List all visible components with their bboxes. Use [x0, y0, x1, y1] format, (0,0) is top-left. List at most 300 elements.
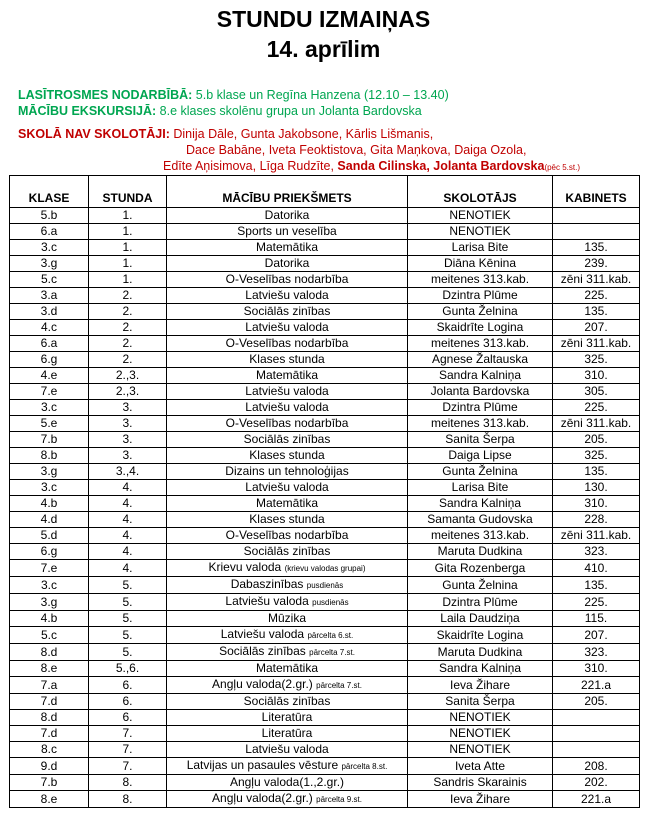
- note-reading-label: LASĪTROSMES NODARBĪBĀ:: [18, 88, 193, 102]
- cell-stunda-text: 2.: [122, 304, 133, 318]
- cell-room-text: 207.: [584, 627, 608, 642]
- table-row: [10, 464, 640, 480]
- cell-room-text: zēni 311.kab.: [560, 336, 632, 350]
- cell-klase-text: 3.d: [40, 304, 58, 318]
- cell-teacher-text: Larisa Bite: [451, 480, 509, 494]
- table-row: [10, 644, 640, 661]
- cell-stunda-text: 2.,3.: [115, 368, 140, 382]
- cell-teacher-text: Iveta Atte: [454, 758, 506, 773]
- cell-subject-text: Sociālās zinības: [243, 304, 331, 318]
- cell-klase: [10, 627, 89, 644]
- cell-room-text: 135.: [584, 577, 608, 592]
- cell-room: [553, 758, 640, 775]
- table-row: [10, 726, 640, 742]
- table-row: [10, 677, 640, 694]
- cell-subject-text: Latvijas un pasaules vēsture: [186, 758, 339, 772]
- cell-stunda-text: 5.: [122, 594, 133, 609]
- cell-subject-text: Krievu valoda: [208, 560, 282, 574]
- note-excursion-text: 8.e klases skolēnu grupa un Jolanta Bardovska: [156, 104, 422, 118]
- cell-teacher-text: Sandra Kalniņa: [438, 661, 522, 675]
- cell-klase-text: 8.d: [40, 710, 58, 724]
- cell-room: [553, 512, 640, 528]
- cell-subject-text: Datorika: [264, 256, 310, 270]
- cell-subject-text: Matemātika: [255, 661, 319, 675]
- cell-stunda-text: 2.: [122, 336, 133, 350]
- table-row: [10, 304, 640, 320]
- cell-klase: [10, 224, 89, 240]
- table-row: [10, 775, 640, 791]
- cell-subject-text: O-Veselības nodarbība: [225, 336, 349, 350]
- cell-stunda-text: 6.: [122, 710, 133, 724]
- cell-teacher: [408, 694, 553, 710]
- cell-room: [553, 368, 640, 384]
- cell-stunda-text: 3.,4.: [115, 464, 140, 478]
- cell-subject-text: Matemātika: [255, 496, 319, 510]
- cell-klase: [10, 594, 89, 611]
- cell-subject: [167, 496, 408, 512]
- cell-room: [553, 544, 640, 560]
- cell-room: [553, 594, 640, 611]
- cell-teacher-text: Gita Rozenberga: [434, 560, 526, 575]
- cell-teacher: [408, 710, 553, 726]
- cell-klase-text: 3.g: [40, 256, 58, 270]
- cell-room: [553, 726, 640, 742]
- cell-klase-text: 7.d: [40, 694, 58, 708]
- cell-klase-text: 6.g: [40, 352, 58, 366]
- cell-subject-text: O-Veselības nodarbība: [225, 272, 349, 286]
- cell-subject: [167, 661, 408, 677]
- cell-teacher-text: Ieva Žihare: [449, 677, 511, 692]
- cell-klase-text: 7.d: [40, 726, 58, 740]
- cell-room: [553, 336, 640, 352]
- cell-klase: [10, 352, 89, 368]
- cell-stunda: [89, 320, 167, 336]
- cell-stunda-text: 8.: [122, 791, 133, 806]
- cell-stunda-text: 2.: [122, 320, 133, 334]
- table-row: [10, 791, 640, 808]
- cell-subject: [167, 336, 408, 352]
- cell-teacher: [408, 611, 553, 627]
- cell-stunda: [89, 594, 167, 611]
- cell-room: [553, 791, 640, 808]
- cell-teacher-text: Sandra Kalniņa: [438, 496, 522, 510]
- cell-subject-text: Latviešu valoda: [245, 400, 329, 414]
- cell-klase: [10, 448, 89, 464]
- cell-subject: [167, 644, 408, 661]
- cell-room: [553, 384, 640, 400]
- cell-subject-text: Sociālās zinības: [243, 694, 331, 708]
- cell-subject: [167, 544, 408, 560]
- cell-room: [553, 304, 640, 320]
- note-absent-label: SKOLĀ NAV SKOLOTĀJI:: [18, 127, 170, 141]
- cell-klase-text: 3.g: [40, 594, 58, 609]
- cell-teacher-text: Gunta Želnina: [442, 464, 518, 478]
- note-absent-bold: Sanda Cilinska, Jolanta Bardovska: [337, 159, 545, 173]
- note-absent-teachers-cont2: [163, 159, 580, 173]
- cell-klase-text: 8.b: [40, 448, 58, 462]
- cell-teacher-text: NENOTIEK: [449, 742, 511, 756]
- cell-subject: [167, 368, 408, 384]
- cell-subject: [167, 448, 408, 464]
- cell-teacher: [408, 384, 553, 400]
- cell-teacher-text: Agnese Žaltauska: [431, 352, 529, 366]
- cell-stunda-text: 5.: [122, 627, 133, 642]
- cell-room-text: 325.: [584, 352, 608, 366]
- cell-subject-text: O-Veselības nodarbība: [225, 416, 349, 430]
- cell-klase: [10, 775, 89, 791]
- cell-klase-text: 6.a: [40, 224, 58, 238]
- table-row: [10, 448, 640, 464]
- cell-klase: [10, 240, 89, 256]
- cell-stunda: [89, 775, 167, 791]
- cell-stunda-text: 1.: [122, 208, 133, 222]
- cell-stunda: [89, 240, 167, 256]
- cell-room: [553, 661, 640, 677]
- cell-stunda: [89, 726, 167, 742]
- cell-room: [553, 432, 640, 448]
- cell-subject: [167, 791, 408, 808]
- cell-teacher: [408, 240, 553, 256]
- cell-subject: [167, 775, 408, 791]
- cell-teacher-text: meitenes 313.kab.: [430, 336, 530, 350]
- cell-subject-text: Latviešu valoda: [245, 320, 329, 334]
- cell-klase-text: 8.d: [40, 644, 58, 659]
- page-title: STUNDU IZMAIŅAS: [216, 6, 431, 32]
- cell-room: [553, 448, 640, 464]
- cell-klase-text: 3.c: [40, 400, 57, 414]
- cell-room-text: 130.: [584, 480, 608, 494]
- cell-teacher-text: Laila Daudziņa: [440, 611, 520, 625]
- cell-subject: [167, 400, 408, 416]
- table-row: [10, 224, 640, 240]
- cell-subject: [167, 742, 408, 758]
- cell-klase: [10, 384, 89, 400]
- cell-subject-text: Sociālās zinības: [243, 544, 331, 558]
- cell-stunda: [89, 432, 167, 448]
- cell-room: [553, 644, 640, 661]
- cell-klase-text: 7.b: [40, 775, 58, 789]
- note-absent-text: Dinija Dāle, Gunta Jakobsone, Kārlis Lišmanis,: [169, 127, 434, 141]
- cell-stunda: [89, 288, 167, 304]
- cell-subject: [167, 304, 408, 320]
- cell-subject-text: Latviešu valoda: [245, 480, 329, 494]
- note-absent-teachers-cont: Dace Babāne, Iveta Feoktistova, Gita Maņkova, Daiga Ozola,: [186, 143, 527, 157]
- cell-room-text: 135.: [584, 304, 608, 318]
- cell-stunda: [89, 480, 167, 496]
- note-reading-text: 5.b klase un Regīna Hanzena (12.10 – 13.40): [192, 88, 449, 102]
- cell-stunda-text: 2.: [122, 352, 133, 366]
- cell-klase: [10, 208, 89, 224]
- cell-klase: [10, 432, 89, 448]
- cell-klase: [10, 512, 89, 528]
- cell-teacher: [408, 496, 553, 512]
- cell-room: [553, 627, 640, 644]
- cell-subject-note: (krievu valodas grupai): [284, 564, 366, 573]
- cell-stunda-text: 4.: [122, 544, 133, 558]
- cell-teacher-text: meitenes 313.kab.: [430, 416, 530, 430]
- cell-subject-text: Latviešu valoda: [225, 594, 309, 608]
- cell-teacher: [408, 544, 553, 560]
- table-row: [10, 577, 640, 594]
- cell-stunda-text: 3.: [122, 416, 133, 430]
- cell-klase-text: 7.b: [40, 432, 58, 446]
- cell-klase: [10, 710, 89, 726]
- cell-teacher: [408, 416, 553, 432]
- cell-klase-text: 5.c: [40, 272, 57, 286]
- cell-stunda-text: 2.: [122, 288, 133, 302]
- cell-stunda-text: 1.: [122, 272, 133, 286]
- table-body: [10, 208, 640, 808]
- cell-klase: [10, 528, 89, 544]
- cell-stunda-text: 5.,6.: [115, 661, 140, 675]
- cell-subject: [167, 432, 408, 448]
- cell-room: [553, 352, 640, 368]
- cell-subject: [167, 577, 408, 594]
- header-room: KABINETS: [553, 176, 640, 208]
- cell-klase-text: 3.c: [40, 480, 57, 494]
- cell-teacher: [408, 758, 553, 775]
- cell-subject-text: Matemātika: [255, 368, 319, 382]
- cell-subject: [167, 611, 408, 627]
- cell-teacher-text: Gunta Želnina: [442, 577, 518, 592]
- cell-room-text: 135.: [584, 464, 608, 478]
- cell-stunda: [89, 256, 167, 272]
- cell-stunda-text: 7.: [122, 726, 133, 740]
- cell-room-text: 221.a: [580, 677, 612, 692]
- cell-teacher: [408, 208, 553, 224]
- cell-teacher: [408, 742, 553, 758]
- cell-teacher: [408, 432, 553, 448]
- cell-teacher-text: NENOTIEK: [449, 208, 511, 222]
- cell-room: [553, 288, 640, 304]
- cell-teacher: [408, 464, 553, 480]
- cell-stunda-text: 4.: [122, 528, 133, 542]
- cell-stunda-text: 3.: [122, 432, 133, 446]
- cell-stunda: [89, 512, 167, 528]
- cell-stunda-text: 1.: [122, 224, 133, 238]
- cell-stunda: [89, 627, 167, 644]
- cell-stunda-text: 4.: [122, 480, 133, 494]
- header-klase: KLASE: [10, 176, 89, 208]
- cell-teacher: [408, 512, 553, 528]
- cell-room-text: 310.: [584, 368, 608, 382]
- table-row: [10, 432, 640, 448]
- cell-stunda: [89, 304, 167, 320]
- cell-teacher: [408, 304, 553, 320]
- cell-room: [553, 320, 640, 336]
- cell-teacher-text: Jolanta Bardovska: [430, 384, 530, 398]
- cell-subject-note: pārcelta 7.st.: [316, 681, 362, 690]
- cell-teacher-text: Skaidrīte Logina: [436, 627, 524, 642]
- cell-teacher-text: NENOTIEK: [449, 726, 511, 740]
- cell-klase-text: 8.c: [40, 742, 57, 756]
- cell-room-text: 225.: [584, 594, 608, 609]
- cell-subject: [167, 416, 408, 432]
- cell-teacher-text: Diāna Kēnina: [443, 256, 517, 270]
- header-teacher: SKOLOTĀJS: [408, 176, 553, 208]
- table-row: [10, 256, 640, 272]
- cell-stunda: [89, 758, 167, 775]
- cell-room-text: zēni 311.kab.: [560, 528, 632, 542]
- cell-teacher: [408, 368, 553, 384]
- cell-stunda-text: 5.: [122, 577, 133, 592]
- cell-subject: [167, 627, 408, 644]
- cell-klase-text: 5.c: [40, 627, 57, 642]
- cell-klase-text: 7.e: [40, 560, 58, 575]
- cell-klase: [10, 742, 89, 758]
- cell-subject: [167, 758, 408, 775]
- cell-room-text: 228.: [584, 512, 608, 526]
- cell-klase-text: 3.c: [40, 577, 57, 592]
- cell-stunda-text: 4.: [122, 496, 133, 510]
- cell-klase: [10, 304, 89, 320]
- cell-teacher: [408, 594, 553, 611]
- cell-teacher: [408, 560, 553, 577]
- cell-room: [553, 256, 640, 272]
- cell-room: [553, 224, 640, 240]
- cell-subject-text: Literatūra: [261, 710, 313, 724]
- cell-klase: [10, 336, 89, 352]
- cell-stunda-text: 3.: [122, 400, 133, 414]
- cell-subject-text: Mūzika: [267, 611, 306, 625]
- cell-subject-text: Dizains un tehnoloģijas: [225, 464, 349, 478]
- cell-stunda: [89, 528, 167, 544]
- cell-subject-text: Klases stunda: [249, 448, 325, 462]
- cell-teacher-text: Dzintra Plūme: [442, 594, 518, 609]
- note-absent-teachers: [18, 127, 433, 141]
- note-excursion-label: MĀCĪBU EKSKURSIJĀ:: [18, 104, 157, 118]
- cell-stunda: [89, 352, 167, 368]
- cell-teacher-text: Daiga Lipse: [448, 448, 512, 462]
- cell-klase-text: 4.d: [40, 512, 58, 526]
- cell-subject-text: Latviešu valoda: [245, 742, 329, 756]
- cell-room-text: 410.: [584, 560, 608, 575]
- cell-teacher: [408, 288, 553, 304]
- cell-teacher: [408, 791, 553, 808]
- cell-stunda-text: 2.,3.: [115, 384, 140, 398]
- cell-teacher: [408, 352, 553, 368]
- cell-klase-text: 4.c: [40, 320, 57, 334]
- cell-subject-text: Latviešu valoda: [245, 384, 329, 398]
- cell-klase: [10, 694, 89, 710]
- header-subject: MĀCĪBU PRIEKŠMETS: [167, 176, 408, 208]
- cell-klase: [10, 758, 89, 775]
- cell-teacher: [408, 272, 553, 288]
- cell-klase: [10, 320, 89, 336]
- cell-room-text: 323.: [584, 644, 608, 659]
- table-row: [10, 661, 640, 677]
- table-row: [10, 400, 640, 416]
- table-row: [10, 528, 640, 544]
- cell-klase: [10, 480, 89, 496]
- cell-teacher-text: Larisa Bite: [451, 240, 509, 254]
- cell-room-text: 115.: [584, 611, 608, 625]
- cell-subject: [167, 272, 408, 288]
- cell-room: [553, 496, 640, 512]
- cell-stunda-text: 7.: [122, 742, 133, 756]
- cell-room-text: 205.: [584, 694, 608, 708]
- cell-stunda: [89, 224, 167, 240]
- cell-subject-note: pārcelta 6.st.: [307, 631, 354, 640]
- cell-subject: [167, 560, 408, 577]
- cell-room: [553, 464, 640, 480]
- cell-subject: [167, 256, 408, 272]
- cell-room: [553, 677, 640, 694]
- cell-subject-text: Latviešu valoda: [245, 288, 329, 302]
- cell-subject: [167, 288, 408, 304]
- cell-room-text: 310.: [584, 496, 608, 510]
- cell-room: [553, 560, 640, 577]
- table-row: [10, 208, 640, 224]
- cell-teacher: [408, 726, 553, 742]
- cell-stunda: [89, 416, 167, 432]
- header-stunda: STUNDA: [89, 176, 167, 208]
- cell-klase-text: 6.g: [40, 544, 58, 558]
- cell-room-text: 325.: [584, 448, 608, 462]
- cell-stunda: [89, 577, 167, 594]
- cell-klase-text: 8.e: [40, 661, 58, 675]
- cell-room: [553, 742, 640, 758]
- cell-klase-text: 7.a: [40, 677, 58, 692]
- cell-stunda-text: 4.: [122, 512, 133, 526]
- cell-stunda: [89, 368, 167, 384]
- cell-subject: [167, 352, 408, 368]
- cell-room: [553, 208, 640, 224]
- cell-room-text: 310.: [584, 661, 608, 675]
- cell-teacher: [408, 336, 553, 352]
- cell-teacher-text: Dzintra Plūme: [442, 288, 518, 302]
- cell-klase-text: 7.e: [40, 384, 58, 398]
- schedule-changes-table: [9, 175, 640, 808]
- cell-stunda-text: 4.: [122, 560, 133, 575]
- cell-subject-note: pusdienās: [312, 598, 349, 607]
- cell-subject-text: Latviešu valoda: [220, 627, 305, 641]
- cell-teacher: [408, 256, 553, 272]
- cell-klase-text: 4.b: [40, 496, 58, 510]
- table-row: [10, 320, 640, 336]
- cell-teacher-text: Skaidrīte Logina: [436, 320, 524, 334]
- cell-room-text: zēni 311.kab.: [560, 272, 632, 286]
- cell-klase-text: 3.g: [40, 464, 58, 478]
- cell-subject-text: Sociālās zinības: [243, 432, 331, 446]
- cell-teacher-text: Dzintra Plūme: [442, 400, 518, 414]
- cell-stunda: [89, 464, 167, 480]
- cell-stunda-text: 1.: [122, 256, 133, 270]
- cell-room-text: 323.: [584, 544, 608, 558]
- cell-subject: [167, 480, 408, 496]
- cell-room-text: 207.: [584, 320, 608, 334]
- cell-stunda-text: 3.: [122, 448, 133, 462]
- cell-subject-text: Sociālās zinības: [219, 644, 306, 658]
- table-row: [10, 710, 640, 726]
- cell-subject-note: pārcelta 9.st.: [316, 795, 362, 804]
- cell-teacher-text: Maruta Dudkina: [437, 544, 523, 558]
- cell-klase: [10, 726, 89, 742]
- cell-room: [553, 611, 640, 627]
- table-row: [10, 240, 640, 256]
- cell-subject-text: Datorika: [264, 208, 310, 222]
- cell-room-text: 239.: [584, 256, 608, 270]
- table-row: [10, 480, 640, 496]
- cell-klase: [10, 611, 89, 627]
- cell-subject-note: pārcelta 7.st.: [309, 648, 355, 657]
- cell-klase: [10, 560, 89, 577]
- cell-subject: [167, 208, 408, 224]
- cell-room: [553, 775, 640, 791]
- cell-klase-text: 5.d: [40, 528, 58, 542]
- cell-stunda: [89, 791, 167, 808]
- note-excursion: [18, 104, 422, 118]
